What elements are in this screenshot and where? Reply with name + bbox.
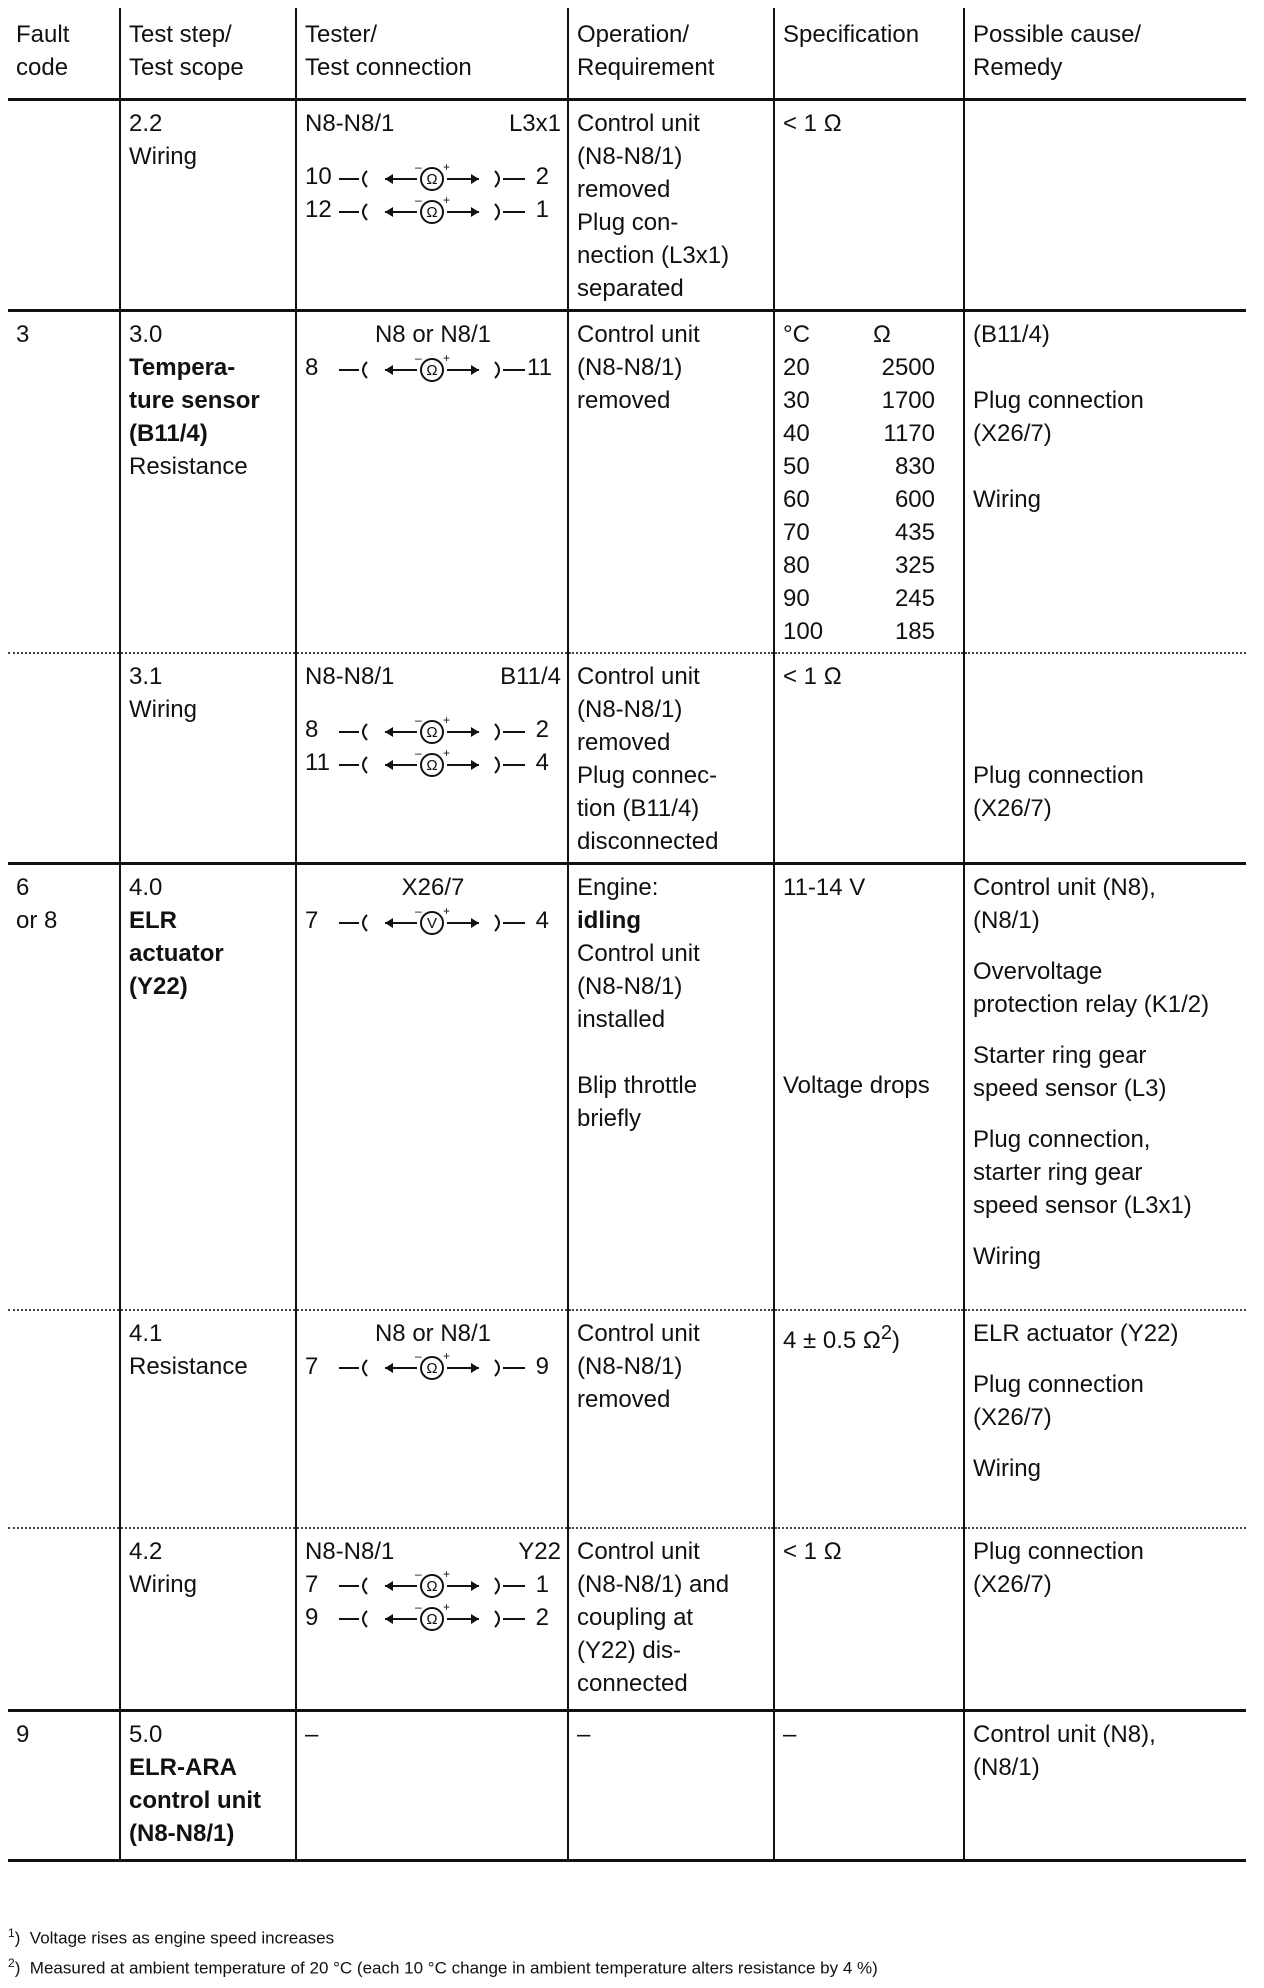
test-step-cell: 3.1 Wiring: [120, 653, 296, 864]
tester-cell: N8-N8/1 Y22 7 Ω – + 1 9 Ω – + 2: [296, 1528, 568, 1711]
svg-text:Ω: Ω: [426, 170, 438, 188]
tester-cell: N8 or N8/1 7 Ω – + 9: [296, 1310, 568, 1528]
row-4-1: [8, 1310, 1246, 1528]
svg-text:+: +: [443, 194, 451, 207]
cause-cell: Control unit (N8), (N8/1): [964, 1711, 1246, 1861]
fault-code-cell: [8, 1528, 120, 1711]
specification-cell: –: [774, 1711, 964, 1861]
svg-text:–: –: [415, 194, 422, 207]
operation-cell: Control unit (N8-N8/1) removed Plug con- nection (L3x1) separated: [568, 100, 774, 311]
svg-text:–: –: [415, 714, 422, 727]
voltmeter-icon: [337, 906, 527, 936]
connection-diagram: 12 Ω – + 1: [305, 194, 549, 223]
specification-cell: < 1 Ω: [774, 1528, 964, 1711]
resistance-value: 600: [894, 486, 935, 513]
svg-text:+: +: [443, 1351, 451, 1363]
fault-code-cell: 9: [8, 1711, 120, 1861]
row-5-0: [8, 1711, 1246, 1861]
specification-cell: < 1 Ω: [774, 653, 964, 864]
resistance-value: 2500: [881, 354, 935, 381]
cause-cell: (B11/4) Plug connection (X26/7) Wiring: [964, 311, 1246, 654]
ohmmeter-icon: [337, 1351, 527, 1381]
tester-cell: N8 or N8/1 8 Ω – + 11: [296, 311, 568, 654]
svg-text:Ω: Ω: [426, 756, 438, 774]
svg-text:Ω: Ω: [426, 1611, 438, 1628]
ohmmeter-icon: [337, 1569, 527, 1599]
svg-text:–: –: [415, 352, 422, 365]
svg-text:+: +: [443, 161, 451, 174]
operation-cell: Engine: idling Control unit (N8-N8/1) installed Blip throttle briefly: [568, 864, 774, 1310]
temperature-value: 20: [783, 354, 810, 381]
svg-text:–: –: [415, 1351, 422, 1363]
fault-code-cell: 3: [8, 311, 120, 654]
header-tester: Tester/ Test connection: [296, 8, 568, 100]
connection-diagram: 7 Ω – + 9: [305, 1351, 549, 1380]
temperature-value: 40: [783, 420, 810, 447]
cause-cell: Plug connection (X26/7): [964, 653, 1246, 864]
svg-text:+: +: [443, 352, 451, 365]
svg-text:–: –: [415, 161, 422, 174]
operation-cell: –: [568, 1711, 774, 1861]
footnote-2: $^2$) Measured at ambient temperature of 20 °C (each 10 °C change in ambient temperature alters resistance by 4 %): [8, 1956, 878, 1978]
svg-text:+: +: [443, 1602, 451, 1614]
temperature-value: 60: [783, 486, 810, 513]
connection-diagram: 10 Ω – + 2: [305, 161, 549, 190]
svg-text:+: +: [443, 1569, 451, 1581]
temperature-value: 70: [783, 519, 810, 546]
tester-cell: N8-N8/1 B11/4 8 Ω – + 2 11 Ω – + 4: [296, 653, 568, 864]
tester-cell: –: [296, 1711, 568, 1861]
test-step-cell: 5.0 ELR-ARA control unit (N8-N8/1): [120, 1711, 296, 1861]
row-4-0: [8, 864, 1246, 1310]
resistance-value: 325: [894, 552, 935, 579]
row-4-2: [8, 1528, 1246, 1711]
svg-text:–: –: [415, 1602, 422, 1614]
header-operation: Operation/ Requirement: [568, 8, 774, 100]
fault-code-cell: 6 or 8: [8, 864, 120, 1310]
svg-text:–: –: [415, 1569, 422, 1581]
connection-diagram: 8 Ω – + 11: [305, 352, 552, 381]
ohmmeter-icon: [337, 715, 527, 745]
header-row: [8, 8, 1246, 100]
operation-cell: Control unit (N8-N8/1) and coupling at (Y22) dis- connected: [568, 1528, 774, 1711]
svg-text:V: V: [426, 914, 438, 932]
svg-text:Ω: Ω: [426, 1360, 438, 1377]
svg-text:Ω: Ω: [426, 723, 438, 741]
cause-cell: Control unit (N8), (N8/1) Overvoltage protection relay (K1/2) Starter ring gear speed sensor (L3) Plug connection, starter ring gear speed sensor (L3x1) Wiring: [964, 864, 1246, 1310]
specification-cell: < 1 Ω: [774, 100, 964, 311]
row-3-0: [8, 311, 1246, 654]
test-step-cell: 4.1 Resistance: [120, 1310, 296, 1528]
resistance-value: 830: [894, 453, 935, 480]
temperature-value: 90: [783, 585, 810, 612]
svg-text:–: –: [415, 747, 422, 760]
svg-text:Ω: Ω: [426, 361, 438, 379]
ohmmeter-icon: [337, 162, 527, 192]
svg-text:Ω: Ω: [426, 203, 438, 221]
header-specification: Specification: [774, 8, 964, 100]
temperature-value: 100: [783, 618, 824, 645]
connection-diagram: 7 Ω – + 1: [305, 1569, 549, 1598]
fault-code-cell: [8, 653, 120, 864]
tester-cell: N8-N8/1 L3x1 10 Ω – + 2 12 Ω – + 1: [296, 100, 568, 311]
svg-text:+: +: [443, 747, 451, 760]
fault-code-cell: [8, 1310, 120, 1528]
temperature-value: 80: [783, 552, 810, 579]
header-fault-code: Fault code: [8, 8, 120, 100]
fault-code-cell: [8, 100, 120, 311]
cause-cell: ELR actuator (Y22) Plug connection (X26/7) Wiring: [964, 1310, 1246, 1528]
svg-text:–: –: [415, 905, 422, 918]
connection-diagram: 8 Ω – + 2: [305, 714, 549, 743]
specification-cell: [774, 311, 964, 654]
ohmmeter-icon: [337, 1602, 527, 1632]
svg-text:+: +: [443, 714, 451, 727]
ohmmeter-icon: [337, 353, 527, 383]
header-cause: Possible cause/ Remedy: [964, 8, 1246, 100]
footnote-1: $^1$) Voltage rises as engine speed increases: [8, 1926, 335, 1948]
header-test-step: Test step/ Test scope: [120, 8, 296, 100]
connection-diagram: 9 Ω – + 2: [305, 1602, 549, 1631]
test-step-cell: 4.0 ELR actuator (Y22): [120, 864, 296, 1310]
test-step-cell: 2.2 Wiring: [120, 100, 296, 311]
temperature-resistance-table: °C Ω 20 2500 30 1700 40 1170 50 830 60 600 70 435 80 325 90 245 100 185: [783, 318, 957, 648]
test-step-cell: 4.2 Wiring: [120, 1528, 296, 1711]
tester-cell: X26/7 7 V – + 4: [296, 864, 568, 1310]
cause-cell: Plug connection (X26/7): [964, 1528, 1246, 1711]
connection-diagram: 7 V – + 4: [305, 905, 549, 934]
resistance-value: 245: [894, 585, 935, 612]
svg-text:Ω: Ω: [426, 1578, 438, 1595]
temperature-value: 30: [783, 387, 810, 414]
row-2-2: [8, 100, 1246, 311]
specification-cell: 4 ± 0.5 $\Omega^2$): [774, 1310, 964, 1528]
row-3-1: [8, 653, 1246, 864]
test-step-cell: 3.0 Tempera- ture sensor (B11/4) Resistance: [120, 311, 296, 654]
fault-diagnosis-table: [8, 8, 1246, 1862]
operation-cell: Control unit (N8-N8/1) removed Plug connec- tion (B11/4) disconnected: [568, 653, 774, 864]
ohmmeter-icon: [337, 748, 527, 778]
operation-cell: Control unit (N8-N8/1) removed: [568, 1310, 774, 1528]
cause-cell: [964, 100, 1246, 311]
connection-diagram: 11 Ω – + 4: [305, 747, 549, 776]
resistance-value: 1170: [883, 420, 935, 447]
temperature-value: 50: [783, 453, 810, 480]
ohmmeter-icon: [337, 195, 527, 225]
resistance-value: 185: [894, 618, 935, 645]
resistance-value: 435: [894, 519, 935, 546]
specification-cell: 11-14 V Voltage drops: [774, 864, 964, 1310]
operation-cell: Control unit (N8-N8/1) removed: [568, 311, 774, 654]
svg-text:+: +: [443, 905, 451, 918]
resistance-value: 1700: [881, 387, 935, 414]
